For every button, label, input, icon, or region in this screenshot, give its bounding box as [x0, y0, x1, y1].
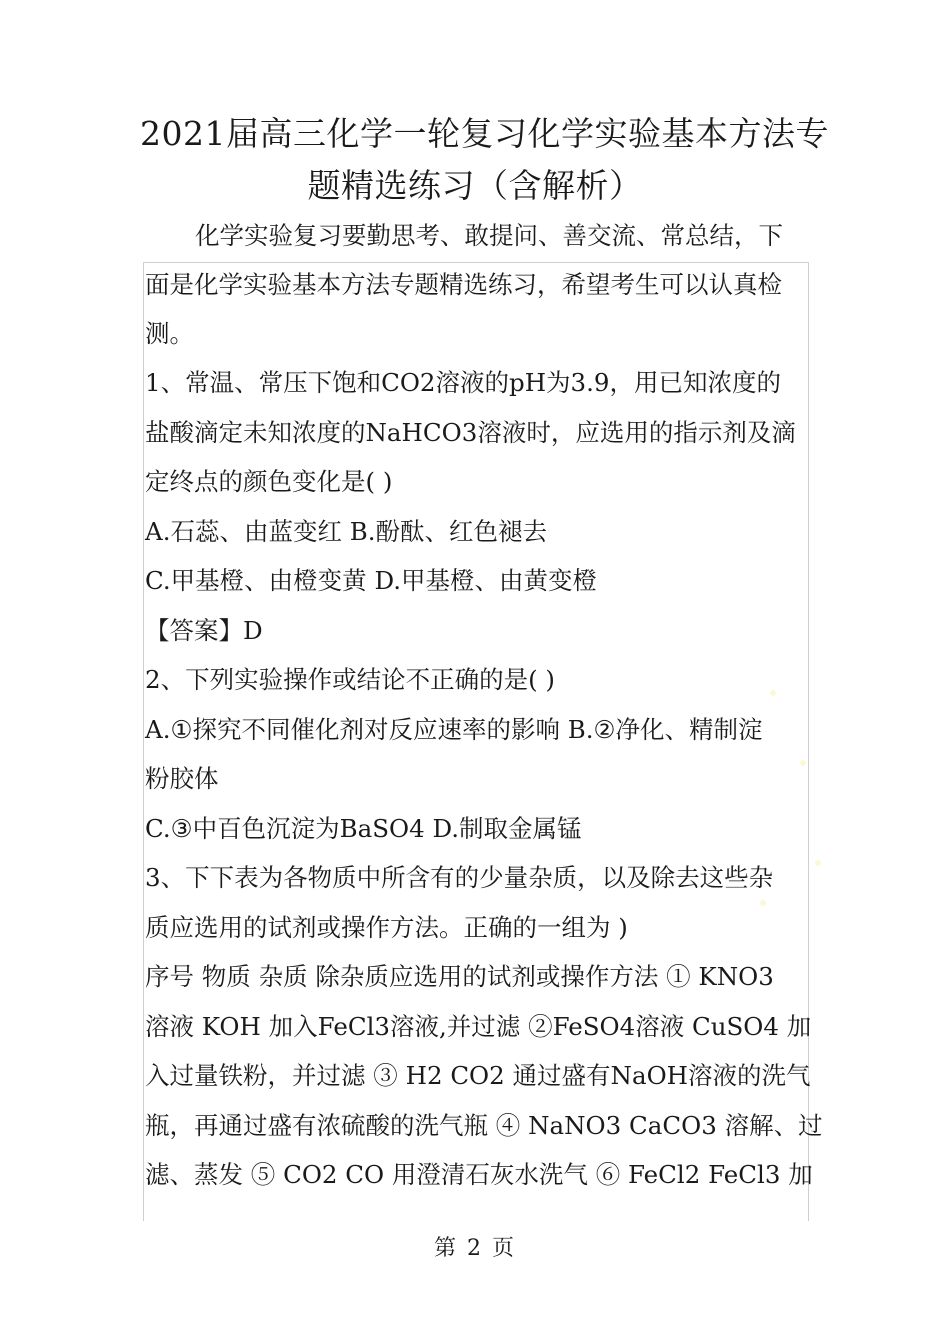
scan-speck — [770, 690, 776, 696]
title-line-1: 2021届高三化学一轮复习化学实验基本方法专 — [140, 114, 829, 153]
q3-line-1: 3、下下表为各物质中所含有的少量杂质，以及除去这些杂 — [145, 863, 774, 892]
q3-table-line-5: 滤、蒸发 ⑤ CO2 CO 用澄清石灰水洗气 ⑥ FeCl2 FeCl3 加 — [145, 1160, 813, 1189]
q1-line-3: 定终点的颜色变化是( ) — [145, 467, 393, 496]
scan-speck — [760, 900, 766, 906]
scan-speck — [800, 760, 806, 766]
document-title — [140, 108, 829, 212]
intro-line-1: 化学实验复习要勤思考、敢提问、善交流、常总结，下 — [195, 221, 783, 250]
q2-line-1: 2、下列实验操作或结论不正确的是( ) — [145, 665, 555, 694]
q3-table-line-4: 瓶，再通过盛有浓硫酸的洗气瓶 ④ NaNO3 CaCO3 溶解、过 — [145, 1111, 823, 1140]
q1-line-2: 盐酸滴定未知浓度的NaHCO3溶液时，应选用的指示剂及滴 — [145, 418, 796, 447]
q1-options-ab: A.石蕊、由蓝变红 B.酚酞、红色褪去 — [145, 517, 548, 546]
q3-line-2: 质应选用的试剂或操作方法。正确的一组为 ) — [145, 913, 628, 942]
intro-line-3: 测。 — [145, 319, 194, 348]
q3-table-line-2: 溶液 KOH 加入FeCl3溶液,并过滤 ②FeSO4溶液 CuSO4 加 — [145, 1012, 812, 1041]
q2-options-ab-cont: 粉胶体 — [145, 764, 219, 793]
q2-options-cd: C.③中百色沉淀为BaSO4 D.制取金属锰 — [145, 814, 582, 843]
q1-options-cd: C.甲基橙、由橙变黄 D.甲基橙、由黄变橙 — [145, 566, 598, 595]
q2-options-ab: A.①探究不同催化剂对反应速率的影响 B.②净化、精制淀 — [145, 715, 763, 744]
page-number: 第 2 页 — [434, 1236, 516, 1261]
q3-table-line-1: 序号 物质 杂质 除杂质应选用的试剂或操作方法 ① KNO3 — [145, 962, 774, 991]
intro-line-2: 面是化学实验基本方法专题精选练习，希望考生可以认真检 — [145, 270, 782, 299]
title-line-2: 题精选练习（含解析） — [307, 166, 643, 205]
q1-answer: 【答案】D — [145, 616, 263, 645]
q3-table-line-3: 入过量铁粉，并过滤 ③ H2 CO2 通过盛有NaOH溶液的洗气 — [145, 1061, 811, 1090]
scan-speck — [815, 860, 821, 866]
q1-line-1: 1、常温、常压下饱和CO2溶液的pH为3.9，用已知浓度的 — [145, 368, 782, 397]
